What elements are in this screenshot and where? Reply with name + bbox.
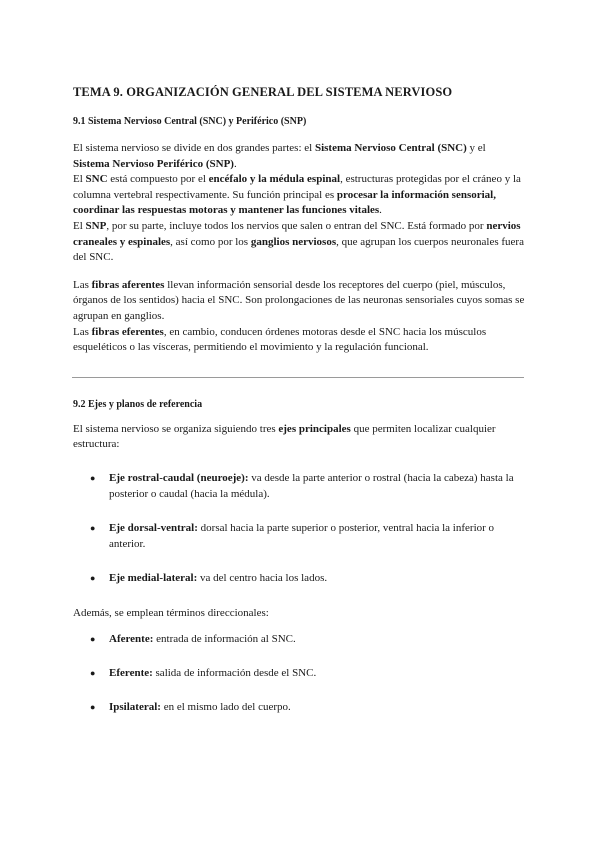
list-item-axis-medial-lateral: ● Eje medial-lateral: va del centro hacia los lados.: [73, 571, 525, 587]
list-item-term-aferente: ● Aferente: entrada de información al SNC.: [73, 632, 525, 648]
directional-terms-list: [73, 632, 525, 715]
bullet-icon: ●: [90, 701, 96, 712]
list-item-axis-dorsal-ventral: ● Eje dorsal-ventral: dorsal hacia la parte superior o posterior, ventral hacia la inferior o anterior.: [90, 522, 495, 550]
paragraph-snc-description: El SNC está compuesto por el encéfalo y la médula espinal, estructuras protegidas por el cráneo y la columna vertebral respectivamente. Su función principal es procesar la información sensorial, coordinar las respuestas motoras y mantener las funciones vitales.: [73, 173, 521, 217]
bullet-icon: ●: [90, 634, 96, 645]
paragraph-snc-snp-intro: El sistema nervioso se divide en dos grandes partes: el Sistema Nervioso Central (SNC) y el Sistema Nervioso Periférico (SNP).: [73, 142, 486, 170]
section-divider: [72, 377, 524, 378]
document-page: [73, 85, 525, 715]
list-item-term-ipsilateral: ● Ipsilateral: en el mismo lado del cuerpo.: [73, 700, 525, 716]
bullet-icon: ●: [90, 472, 96, 483]
paragraph-efferent-fibers: Las fibras eferentes, en cambio, conducen órdenes motoras desde el SNC hacia los músculos esqueléticos o las vísceras, permitiendo el movimiento y la regulación funcional.: [73, 325, 487, 354]
section-heading-9-2: 9.2 Ejes y planos de referencia: [73, 398, 203, 410]
paragraph-directional-terms-intro: Además, se emplean términos direccionales:: [73, 606, 269, 619]
paragraph-snp-description: El SNP, por su parte, incluye todos los nervios que salen o entran del SNC. Está formado por nervios craneales y espinales, así como por los ganglios nerviosos, que agrupan los cuerpos neuronales fuera del SNC.: [73, 219, 524, 264]
bullet-icon: ●: [90, 668, 96, 679]
document-title: TEMA 9. ORGANIZACIÓN GENERAL DEL SISTEMA NERVIOSO: [73, 85, 453, 99]
bullet-icon: ●: [90, 573, 96, 584]
list-item-axis-rostral-caudal: ● Eje rostral-caudal (neuroeje): va desde la parte anterior o rostral (hacia la cabeza) hasta la posterior o caudal (hacia la médula).: [90, 471, 514, 500]
section-heading-9-1: 9.1 Sistema Nervioso Central (SNC) y Periférico (SNP): [73, 116, 307, 127]
paragraph-afferent-fibers: Las fibras aferentes llevan información sensorial desde los receptores del cuerpo (piel, músculos, órganos de los sentidos) hacia el SNC. Son prolongaciones de las neuronas sensoriales cuyos somas se agrupan en ganglios.: [73, 278, 525, 322]
list-item-term-eferente: ● Eferente: salida de información desde el SNC.: [73, 666, 525, 682]
axes-list: [73, 471, 525, 587]
bullet-icon: ●: [90, 523, 96, 534]
paragraph-axes-intro: El sistema nervioso se organiza siguiendo tres ejes principales que permiten localizar cualquier estructura:: [73, 422, 496, 451]
